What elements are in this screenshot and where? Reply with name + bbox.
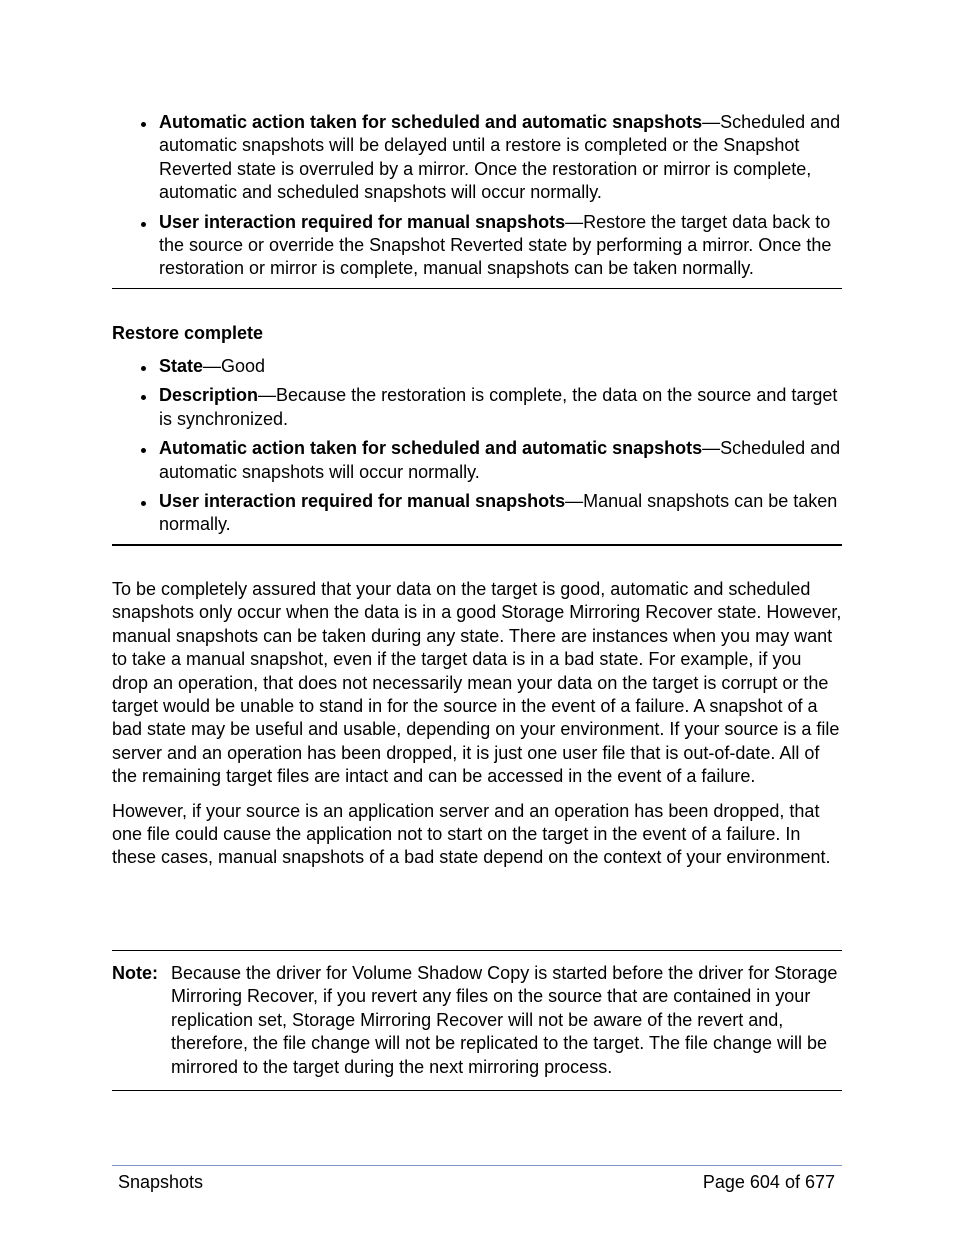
restore-list-section — [112, 355, 842, 543]
item-text: —Good — [203, 356, 266, 376]
restore-bullet-list — [112, 355, 842, 537]
item-term: User interaction required for manual snapshots — [159, 491, 566, 512]
body-text — [112, 578, 842, 881]
item-text: —Because the restoration is complete, the data on the source and target is synchronized. — [159, 385, 838, 429]
list-item — [112, 211, 842, 281]
item-term: Automatic action taken for scheduled and automatic snapshots — [159, 438, 703, 459]
item-text: —Scheduled and automatic snapshots will occur normally. — [159, 438, 841, 482]
body-paragraph: To be completely assured that your data on the target is good, automatic and scheduled snapshots only occur when the data is in a good Storage Mirroring Recover state. However, manual snapshots can be taken during any state. There are instances when you may want to take a manual snapshot, even if the target data is in a bad state. For example, if you drop an operation, that does not necessarily mean your data on the target is corrupt or the target would be unable to stand in for the source in the event of a failure. A snapshot of a bad state may be useful and usable, depending on your environment. If your source is a file server and an operation has been dropped, it is just one user file that is out-of-date. All of the remaining target files are intact and can be accessed in the event of a failure. — [112, 579, 842, 787]
list-item — [112, 490, 842, 537]
note-top-divider — [112, 950, 842, 951]
item-term: State — [159, 356, 204, 376]
body-paragraph: However, if your source is an application server and an operation has been dropped, that one file could cause the application not to start on the target in the event of a failure. In these cases, manual snapshots of a bad state depend on the context of your environment. — [112, 800, 831, 868]
item-text: —Restore the target data back to the source or override the Snapshot Reverted state by performing a mirror. Once the restoration or mirror is complete, manual snapshots can be taken normally. — [159, 211, 832, 279]
note-text: Because the driver for Volume Shadow Copy is started before the driver for Storage Mirroring Recover, if you revert any files on the source that are contained in your replication set, Storage Mirroring Recover will not be aware of the revert and, therefore, the file change will not be replicated to the target. The file change will be mirrored to the target during the next mirroring process. — [171, 963, 838, 1077]
item-term: Description — [159, 385, 259, 406]
note-box — [112, 962, 842, 1079]
item-text: —Scheduled and automatic snapshots will be delayed until a restore is completed or the Snapshot Reverted state is overruled by a mirror. Once the restoration or mirror is complete, automatic and scheduled snapshots will occur normally. — [159, 112, 841, 203]
item-term: User interaction required for manual snapshots — [159, 211, 566, 232]
item-term: Automatic action taken for scheduled and automatic snapshots — [159, 112, 703, 132]
footer-section-title: Snapshots — [118, 1172, 204, 1192]
divider — [112, 288, 842, 289]
list-item — [112, 355, 842, 378]
divider — [112, 544, 842, 546]
footer-divider — [112, 1165, 842, 1166]
footer-page-number: Page 604 of 677 — [702, 1172, 835, 1192]
note-bottom-divider — [112, 1090, 842, 1091]
note-label: Note: — [112, 963, 158, 983]
item-text: —Manual snapshots can be taken normally. — [159, 491, 838, 535]
top-bullet-list — [112, 111, 842, 281]
list-item — [112, 384, 842, 431]
restore-complete-heading: Restore complete — [112, 323, 264, 343]
list-item — [112, 111, 842, 205]
top-list-section — [112, 111, 842, 287]
list-item — [112, 437, 842, 484]
